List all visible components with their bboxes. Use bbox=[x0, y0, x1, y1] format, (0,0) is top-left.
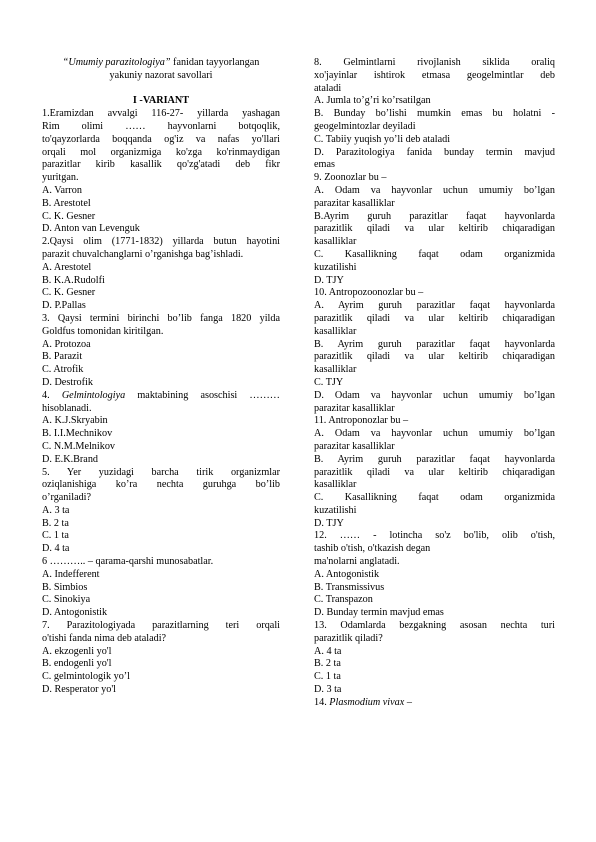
text-line: yakuniy nazorat savollari bbox=[109, 69, 213, 81]
text-line: parazitar kasalliklar bbox=[314, 197, 395, 209]
text-line: A. Varron bbox=[42, 184, 82, 196]
text-line: D. E.K.Brand bbox=[42, 453, 99, 465]
text-line: Rim olimi …… hayvonlarni botqoqlik, bbox=[42, 120, 280, 132]
text-line: 10. Antropozoonozlar bu – bbox=[314, 287, 424, 299]
text-line: parazitar kasalliklar bbox=[314, 402, 395, 414]
text-line: A. K.J.Skryabin bbox=[42, 415, 108, 427]
text-line: parazitlik qiladi va ular keltirib chiqaradigan bbox=[314, 466, 555, 478]
text-line: A. Ayrim guruh parazitlar faqat hayvonlarda bbox=[314, 300, 555, 312]
text-line: D. 3 ta bbox=[314, 684, 342, 696]
text-line: yuritgan. bbox=[42, 172, 79, 184]
text-line: D. Antogonistik bbox=[42, 607, 108, 619]
text-line: C. K. Gesner bbox=[42, 287, 96, 299]
text-line bbox=[42, 83, 280, 96]
left-column bbox=[42, 57, 280, 697]
text-line: 3. Qaysi termini birinchi bo’lib fanga 1820 yilda bbox=[42, 312, 280, 324]
text-line: D. Bunday termin mavjud emas bbox=[314, 607, 444, 619]
text-line: orqali mol organizmiga ko'zga ko'rinmaydigan bbox=[42, 146, 280, 158]
text-line: 13. Odamlarda bezgakning asosan nechta turi bbox=[314, 620, 555, 632]
text-line: “Umumiy parazitologiya” fanidan tayyorlangan bbox=[62, 57, 260, 68]
text-line: 7. Parazitologiyada parazitlarning teri orqali bbox=[42, 620, 280, 632]
text-line: kuzatilishi bbox=[314, 504, 357, 516]
text-line: D. P.Pallas bbox=[42, 300, 86, 312]
text-line: kasalliklar bbox=[314, 325, 357, 337]
text-line: ma'nolarni anglatadi. bbox=[314, 556, 400, 568]
text-line: C. Transpazon bbox=[314, 594, 373, 606]
text-line: A. 3 ta bbox=[42, 504, 70, 516]
text-line: geogelmintozlar deyiladi bbox=[314, 120, 416, 132]
text-line: C. K. Gesner bbox=[42, 210, 96, 222]
text-line: B. Simbios bbox=[42, 581, 88, 593]
text-line: xo'jayinlar ishtirok etmasa geogelmintlar deb bbox=[314, 69, 555, 81]
text-line: kasalliklar bbox=[314, 236, 357, 248]
text-line: A. 4 ta bbox=[314, 645, 342, 657]
text-line: B.Ayrim guruh parazitlar faqat hayvonlarda bbox=[314, 210, 555, 222]
text-line: 11. Antroponozlar bu – bbox=[314, 415, 409, 427]
text-line: D. Odam va hayvonlar uchun umumiy bo’lgan bbox=[314, 389, 555, 401]
text-line: B. 2 ta bbox=[314, 658, 341, 670]
text-line: C. TJY bbox=[314, 376, 344, 388]
text-line: 5. Yer yuzidagi barcha tirik organizmlar bbox=[42, 466, 280, 478]
text-line: parazitlik qiladi va ular keltirib chiqaradigan bbox=[314, 312, 555, 324]
text-line: parazitlik qiladi va ular keltirib chiqaradigan bbox=[314, 223, 555, 235]
text-line: D. Destrofik bbox=[42, 376, 93, 388]
text-line: B. K.A.Rudolfi bbox=[42, 274, 105, 286]
text-line: A. Protozoa bbox=[42, 338, 91, 350]
text-line: A. Jumla to’g’ri ko’rsatilgan bbox=[314, 95, 431, 107]
text-line: D. Resperator yo'l bbox=[42, 684, 116, 696]
text-line: A. Antogonistik bbox=[314, 568, 380, 580]
text-line: 1.Eramizdan avvalgi 116-27- yillarda yashagan bbox=[42, 108, 280, 120]
text-line: B. endogenli yo'l bbox=[42, 658, 112, 670]
text-line: D. TJY bbox=[314, 274, 344, 286]
right-column bbox=[314, 57, 555, 710]
text-line: A. Indefferent bbox=[42, 568, 100, 580]
text-line: parazitar kasalliklar bbox=[314, 440, 395, 452]
text-line: 12. …… - lotincha so'z bo'lib, olib o'tish, bbox=[314, 530, 555, 542]
text-line: B. Ayrim guruh parazitlar faqat hayvonlarda bbox=[314, 338, 555, 350]
text-line: to'qayzorlarda boqqanda og'iz va nafas yo'llari bbox=[42, 133, 280, 145]
text-line: 8. Gelmintlarni rivojlanish siklida oraliq bbox=[314, 57, 555, 68]
text-line: 4. Gelmintologiya maktabining asoschisi ……… bbox=[42, 389, 280, 401]
text-line: 6 ……….. – qarama-qarshi munosabatlar. bbox=[42, 556, 214, 568]
text-line: I -VARIANT bbox=[132, 95, 190, 107]
text-line: Goldfus tomonidan kiritilgan. bbox=[42, 325, 164, 337]
text-line: D. TJY bbox=[314, 517, 344, 529]
text-line: o'tishi fanda nima deb ataladi? bbox=[42, 632, 167, 644]
text-line: C. Sinokiya bbox=[42, 594, 91, 606]
text-line: parazitlik qiladi? bbox=[314, 632, 383, 644]
text-line: parazitlar kirib kasallik qo'zg'atadi deb fikr bbox=[42, 159, 280, 171]
text-line: 2.Qaysi olim (1771-1832) yillarda butun hayotini bbox=[42, 236, 280, 248]
text-line: B. Ayrim guruh parazitlar faqat hayvonlarda bbox=[314, 453, 555, 465]
text-line: 9. Zoonozlar bu – bbox=[314, 172, 387, 184]
text-line: A. Arestotel bbox=[42, 261, 92, 273]
text-line: B. Bunday bo’lishi mumkin emas bu holatni - bbox=[314, 108, 555, 120]
text-line: kasalliklar bbox=[314, 364, 357, 376]
text-line: B. I.I.Mechnikov bbox=[42, 428, 113, 440]
text-line: C. Atrofik bbox=[42, 364, 84, 376]
text-line: 14. Plasmodium vivax – bbox=[314, 696, 412, 708]
text-line: D. Parazitologiya fanida bunday termin mavjud bbox=[314, 146, 555, 158]
text-line: ataladi bbox=[314, 82, 342, 94]
text-line: kasalliklar bbox=[314, 479, 357, 491]
text-line: C. gelmintologik yo’l bbox=[42, 671, 131, 683]
text-line: emas bbox=[314, 159, 335, 171]
text-line: A. Odam va hayvonlar uchun umumiy bo’lgan bbox=[314, 428, 555, 440]
text-line: tashib o'tish, o'tkazish degan bbox=[314, 543, 431, 555]
text-line: A. Odam va hayvonlar uchun umumiy bo’lgan bbox=[314, 184, 555, 196]
text-line: oziqlanishiga ko’ra nechta guruhga bo’lib bbox=[42, 479, 280, 491]
text-line: C. N.M.Melnikov bbox=[42, 440, 116, 452]
text-line: C. 1 ta bbox=[42, 530, 69, 542]
text-line: D. 4 ta bbox=[42, 543, 70, 555]
text-line: B. 2 ta bbox=[42, 517, 69, 529]
text-line: C. Tabiiy yuqish yo’li deb ataladi bbox=[314, 133, 451, 145]
text-line: C. 1 ta bbox=[314, 671, 341, 683]
text-line: B. Parazit bbox=[42, 351, 83, 363]
text-line: o’rganiladi? bbox=[42, 492, 92, 504]
text-line: A. ekzogenli yo'l bbox=[42, 645, 112, 657]
text-line: C. Kasallikning faqat odam organizmida bbox=[314, 492, 555, 504]
text-line: D. Anton van Levenguk bbox=[42, 223, 140, 235]
text-line: parazit chuvalchanglarni o’rganishga bag’ishladi. bbox=[42, 248, 244, 260]
text-line: B. Transmissivus bbox=[314, 581, 385, 593]
text-line: hisoblanadi. bbox=[42, 402, 92, 414]
text-line: parazitlik qiladi va ular keltirib chiqaradigan bbox=[314, 351, 555, 363]
text-line: B. Arestotel bbox=[42, 197, 91, 209]
text-line: C. Kasallikning faqat odam organizmida bbox=[314, 248, 555, 260]
text-line: kuzatilishi bbox=[314, 261, 357, 273]
